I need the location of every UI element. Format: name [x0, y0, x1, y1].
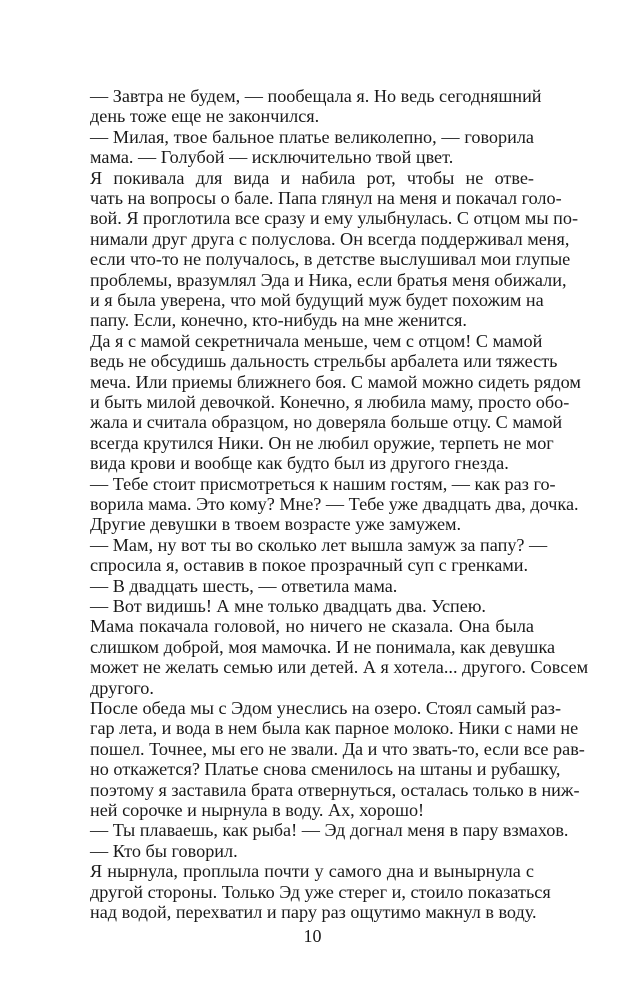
text-line: пошел. Точнее, мы его не звали. Да и что звать-то, если все рав- [90, 738, 585, 759]
text-line: — Кто бы говорил. [90, 840, 238, 861]
text-line: другой стороны. Только Эд уже стерег и, стоило показаться [90, 881, 551, 902]
text-line: жала и считала образцом, но доверяла больше отцу. С мамой [90, 412, 563, 433]
text-line: другого. [90, 677, 154, 698]
text-line: чать на вопросы о бале. Папа глянул на меня и покачал голо- [90, 188, 562, 208]
text-line: Я покивала для вида и набила рот, чтобы не отве- [90, 167, 534, 188]
text-line: слишком доброй, моя мамочка. И не понимала, как девушка [90, 636, 556, 657]
text-line: вой. Я проглотила все сразу и ему улыбнулась. С отцом мы по- [90, 208, 579, 229]
text-line: Мама покачала головой, но ничего не сказала. Она была [90, 616, 534, 637]
text-line: проблемы, вразумлял Эда и Ника, если братья меня обижали, [90, 269, 567, 290]
text-line: — Ты плаваешь, как рыба! — Эд догнал меня в пару взмахов. [90, 820, 569, 841]
text-line: и быть милой девочкой. Конечно, я любила маму, просто обо- [90, 392, 570, 412]
text-line: ведь не обсудишь дальность стрельбы арбалета или тяжесть [90, 351, 558, 372]
text-line: всегда крутился Ники. Он не любил оружие, терпеть не мог [90, 432, 554, 453]
text-line: — Милая, твое бальное платье великолепно, — говорила [90, 126, 534, 147]
text-line: гар лета, и вода в нем была как парное молоко. Ники с нами не [90, 718, 579, 739]
text-line: над водой, перехватил и пару раз ощутимо макнул в воду. [90, 902, 537, 922]
text-line: — Завтра не будем, — пообещала я. Но ведь сегодняшний [90, 86, 542, 106]
text-line: и я была уверена, что мой будущий муж будет похожим на [90, 290, 544, 310]
text-line: может не желать семью или детей. А я хотела... другого. Совсем [90, 657, 589, 678]
text-line: меча. Или приемы ближнего боя. С мамой можно сидеть рядом [90, 371, 581, 392]
text-line: вида крови и вообще как будто был из другого гнезда. [90, 453, 509, 474]
text-line: если что-то не получалось, в детстве выслушивал мои глупые [90, 249, 571, 270]
text-line: нимали друг друга с полуслова. Он всегда поддерживал меня, [90, 228, 570, 249]
text-line: ворила мама. Это кому? Мне? — Тебе уже двадцать два, дочка. [90, 494, 579, 514]
text-line: — В двадцать шесть, — ответила мама. [90, 575, 398, 596]
text-line: ней сорочке и нырнула в воду. Ах, хорошо! [90, 800, 425, 820]
text-line: После обеда мы с Эдом унеслись на озеро. Стоял самый раз- [90, 698, 562, 718]
text-line: — Мам, ну вот ты во сколько лет вышла замуж за папу? — [90, 534, 548, 555]
text-line: — Вот видишь! А мне только двадцать два. Успею. [90, 596, 486, 616]
text-line: Да я с мамой секретничала меньше, чем с отцом! С мамой [90, 330, 543, 351]
text-line: поэтому я заставила брата отвернуться, осталась только в ниж- [90, 779, 580, 800]
text-line: — Тебе стоит присмотреться к нашим гостям, — как раз го- [90, 473, 556, 494]
text-line: папу. Если, конечно, кто-нибудь на мне женится. [90, 310, 467, 331]
text-line: Другие девушки в твоем возрасте уже замужем. [90, 514, 462, 535]
text-line: день тоже еще не закончился. [90, 106, 320, 127]
text-line: мама. — Голубой — исключительно твой цвет. [90, 147, 454, 168]
text-line: Я нырнула, проплыла почти у самого дна и вынырнула с [90, 861, 534, 882]
text-line: спросила я, оставив в покое прозрачный суп с гренками. [90, 555, 529, 576]
text-line: но откажется? Платье снова сменилось на штаны и рубашку, [90, 759, 561, 780]
page-number: 10 [303, 926, 322, 946]
